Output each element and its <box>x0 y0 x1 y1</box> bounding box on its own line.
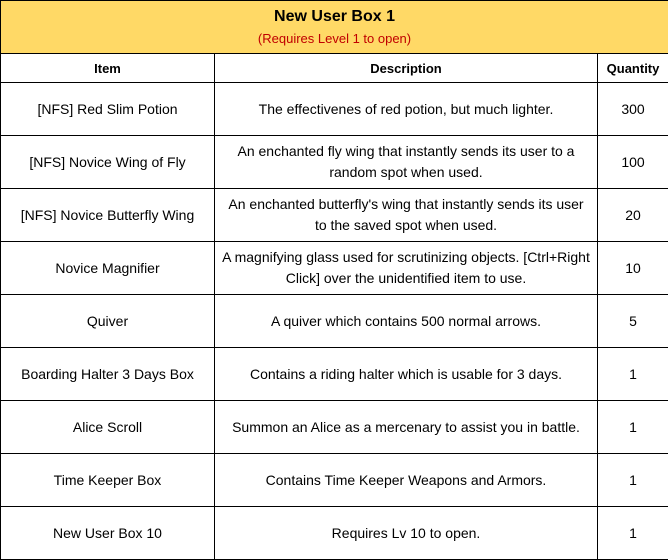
item-name: [NFS] Novice Butterfly Wing <box>1 189 215 242</box>
item-quantity: 20 <box>598 189 668 242</box>
header-row <box>1 54 668 83</box>
item-name: Time Keeper Box <box>1 454 215 507</box>
column-header-quantity: Quantity <box>598 54 668 83</box>
item-name: Boarding Halter 3 Days Box <box>1 348 215 401</box>
column-header-item: Item <box>1 54 215 83</box>
item-quantity: 300 <box>598 83 668 136</box>
item-description: A quiver which contains 500 normal arrows. <box>215 295 598 348</box>
item-description: An enchanted butterfly's wing that instantly sends its user to the saved spot when used. <box>215 189 598 242</box>
item-quantity: 1 <box>598 401 668 454</box>
item-description: An enchanted fly wing that instantly sends its user to a random spot when used. <box>215 136 598 189</box>
table-row <box>1 189 668 242</box>
box-title: New User Box 1 <box>1 7 668 27</box>
table-row <box>1 454 668 507</box>
table-row <box>1 507 668 560</box>
item-name: New User Box 10 <box>1 507 215 560</box>
item-description: Summon an Alice as a mercenary to assist you in battle. <box>215 401 598 454</box>
box-requirement: (Requires Level 1 to open) <box>1 30 668 47</box>
item-quantity: 1 <box>598 507 668 560</box>
item-name: Alice Scroll <box>1 401 215 454</box>
column-header-description: Description <box>215 54 598 83</box>
title-row <box>1 1 668 54</box>
table-row <box>1 136 668 189</box>
item-quantity: 1 <box>598 454 668 507</box>
table-row <box>1 83 668 136</box>
table-row <box>1 242 668 295</box>
item-name: [NFS] Red Slim Potion <box>1 83 215 136</box>
title-cell <box>1 1 668 54</box>
item-description: Contains Time Keeper Weapons and Armors. <box>215 454 598 507</box>
item-name: Novice Magnifier <box>1 242 215 295</box>
table-row <box>1 295 668 348</box>
item-description: Requires Lv 10 to open. <box>215 507 598 560</box>
item-quantity: 100 <box>598 136 668 189</box>
item-description: Contains a riding halter which is usable for 3 days. <box>215 348 598 401</box>
item-description: The effectivenes of red potion, but much lighter. <box>215 83 598 136</box>
item-name: [NFS] Novice Wing of Fly <box>1 136 215 189</box>
table-row <box>1 348 668 401</box>
item-quantity: 5 <box>598 295 668 348</box>
item-quantity: 10 <box>598 242 668 295</box>
item-quantity: 1 <box>598 348 668 401</box>
item-description: A magnifying glass used for scrutinizing objects. [Ctrl+Right Click] over the unidentified item to use. <box>215 242 598 295</box>
item-name: Quiver <box>1 295 215 348</box>
table-row <box>1 401 668 454</box>
